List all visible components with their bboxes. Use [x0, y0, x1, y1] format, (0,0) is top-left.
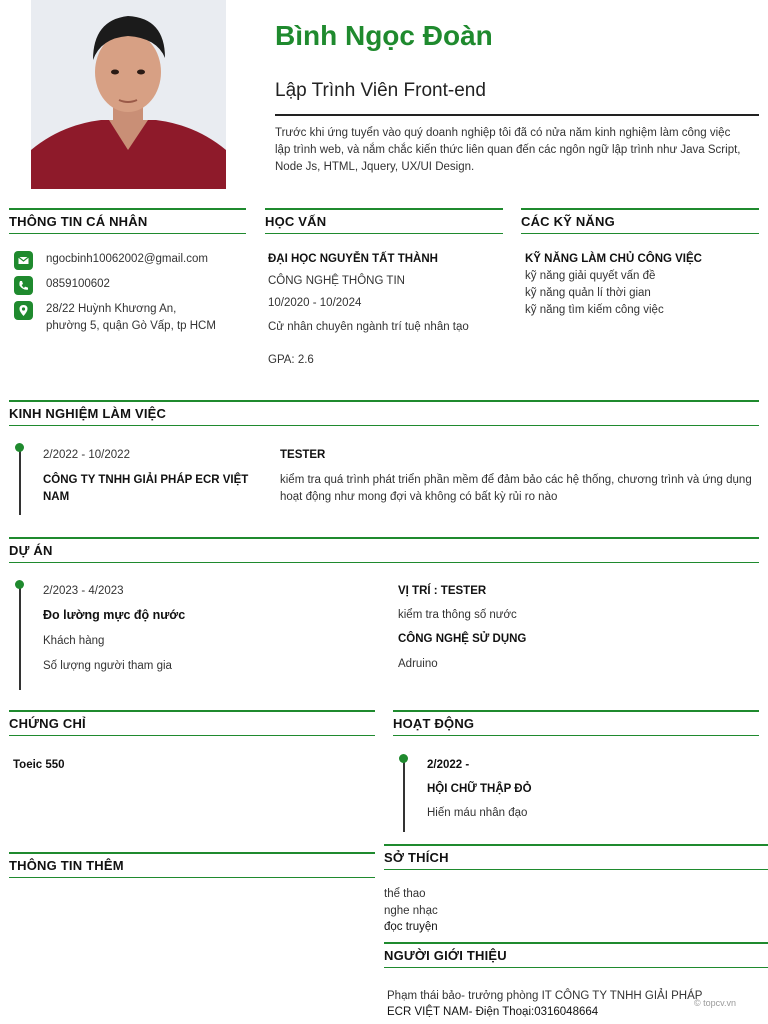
section-title: HỌC VẤN	[265, 214, 327, 229]
email-icon	[14, 251, 33, 270]
section-title: DỰ ÁN	[9, 543, 53, 558]
section-title: CHỨNG CHỈ	[9, 716, 86, 731]
section-certificates	[9, 710, 375, 736]
location-pin-icon	[14, 301, 33, 320]
activity-desc: Hiến máu nhân đạo	[427, 807, 528, 819]
hobby-item: nghe nhạc	[384, 905, 438, 917]
hobby-item: thể thao	[384, 888, 426, 900]
section-title: THÔNG TIN THÊM	[9, 858, 124, 873]
skills-heading: KỸ NĂNG LÀM CHỦ CÔNG VIỆC	[525, 253, 702, 265]
experience-role: TESTER	[280, 449, 326, 461]
phone-text: 0859100602	[46, 278, 110, 290]
section-extra-info	[9, 852, 375, 878]
project-tech: Adruino	[398, 658, 438, 670]
hobby-item: đọc truyện	[384, 921, 438, 933]
school-name: ĐẠI HỌC NGUYỄN TẤT THÀNH	[268, 253, 438, 265]
section-education	[265, 208, 503, 234]
timeline-dot	[15, 443, 24, 452]
timeline-line	[19, 584, 21, 690]
certificate-item: Toeic 550	[13, 759, 65, 771]
activity-period: 2/2022 -	[427, 759, 470, 771]
timeline-dot	[15, 580, 24, 589]
experience-company: CÔNG TY TNHH GIẢI PHÁP ECR VIỆT NAM	[43, 474, 249, 503]
job-title: Lập Trình Viên Front-end	[275, 80, 486, 101]
watermark: © topcv.vn	[694, 998, 736, 1008]
project-members: Số lượng người tham gia	[43, 660, 172, 672]
profile-photo	[31, 0, 226, 189]
section-title: SỞ THÍCH	[384, 850, 449, 865]
reference-line-2: ECR VIỆT NAM- Điện Thoại:0316048664	[387, 1006, 599, 1018]
section-personal-info	[9, 208, 246, 234]
project-tech-heading: CÔNG NGHỆ SỬ DỤNG	[398, 633, 527, 645]
phone-icon	[14, 276, 33, 295]
career-summary: Trước khi ứng tuyển vào quý doanh nghiệp tôi đã có nửa năm kinh nghiệm làm công việc lập trình web, và nắm chắc kiến thức liên quan đến các ngôn ngữ lập trình như Java Script, Node Js, HTML, Jquery, UX/UI Design.	[275, 127, 741, 173]
skill-item: kỹ năng quản lí thời gian	[525, 287, 651, 299]
project-position-desc: kiểm tra thông số nước	[398, 609, 517, 621]
section-title: CÁC KỸ NĂNG	[521, 214, 615, 229]
address-line-2: phường 5, quận Gò Vấp, tp HCM	[46, 320, 216, 332]
title-divider	[275, 114, 759, 116]
section-hobbies	[384, 844, 768, 870]
major: CÔNG NGHỆ THÔNG TIN	[268, 275, 405, 287]
degree: Cử nhân chuyên ngành trí tuệ nhân tạo	[268, 321, 469, 333]
skill-item: kỹ năng giải quyết vấn đề	[525, 270, 656, 282]
section-references	[384, 942, 768, 968]
reference-line-1: Phạm thái bảo- trưởng phòng IT CÔNG TY TNHH GIẢI PHÁP	[387, 990, 703, 1002]
address-line-1: 28/22 Huỳnh Khương An,	[46, 303, 177, 315]
experience-period: 2/2022 - 10/2022	[43, 449, 130, 461]
gpa: GPA: 2.6	[268, 354, 314, 366]
project-period: 2/2023 - 4/2023	[43, 585, 124, 597]
section-activities	[393, 710, 759, 736]
section-projects	[9, 537, 759, 563]
activity-org: HỘI CHỮ THẬP ĐỎ	[427, 783, 532, 795]
experience-description: kiểm tra quá trình phát triển phần mềm để đảm bảo các hệ thống, chương trình và ứng dụng hoạt động như mong đợi và không có bất kỳ rủi ro nào	[280, 474, 752, 503]
section-title: KINH NGHIỆM LÀM VIỆC	[9, 406, 167, 421]
timeline-line	[403, 758, 405, 832]
email-text: ngocbinh10062002@gmail.com	[46, 253, 208, 265]
section-title: NGƯỜI GIỚI THIỆU	[384, 948, 507, 963]
skill-item: kỹ năng tìm kiếm công việc	[525, 304, 664, 316]
section-title: HOẠT ĐỘNG	[393, 716, 475, 731]
project-position: VỊ TRÍ : TESTER	[398, 585, 487, 597]
timeline-line	[19, 447, 21, 515]
study-period: 10/2020 - 10/2024	[268, 297, 362, 309]
timeline-dot	[399, 754, 408, 763]
section-title: THÔNG TIN CÁ NHÂN	[9, 214, 148, 229]
project-client: Khách hàng	[43, 635, 105, 647]
section-experience	[9, 400, 759, 426]
candidate-name: Bình Ngọc Đoàn	[275, 20, 493, 51]
section-skills	[521, 208, 759, 234]
project-name: Đo lường mực độ nước	[43, 608, 186, 622]
